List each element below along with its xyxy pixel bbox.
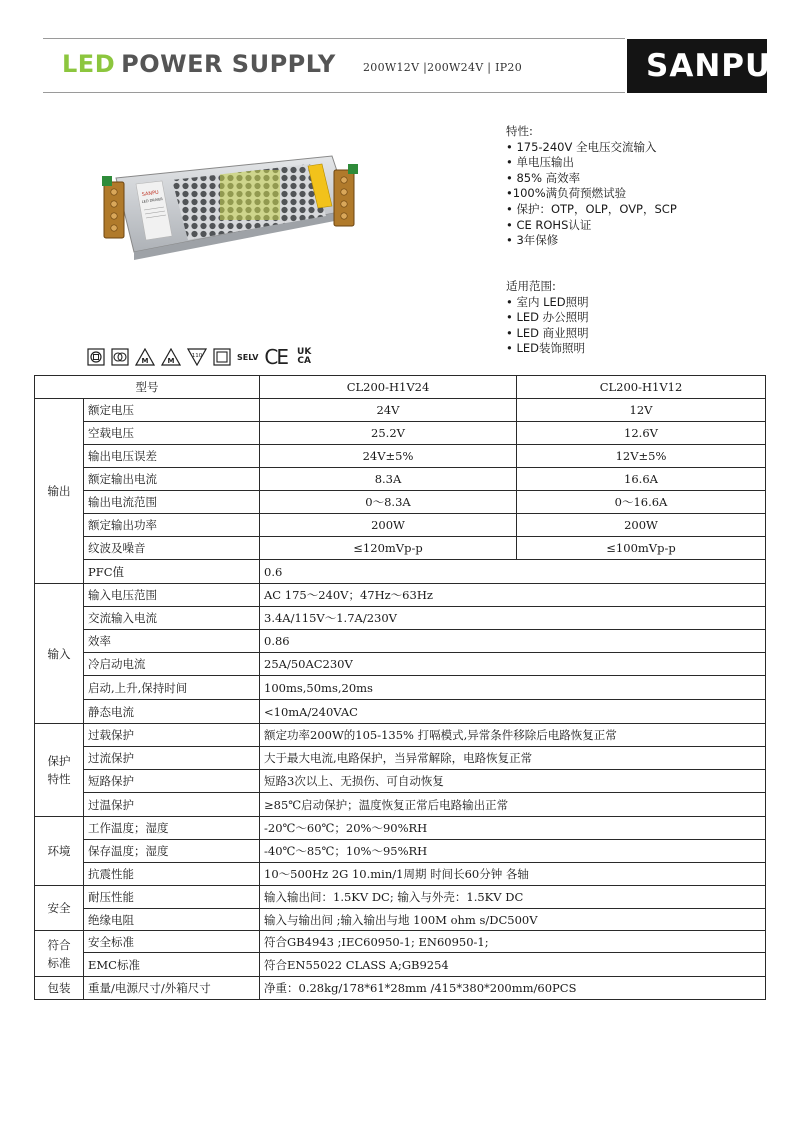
- applications-title: 适用范围:: [506, 279, 556, 293]
- row-label: 额定输出电流: [84, 468, 260, 491]
- cell-b: ≤100mVp-p: [517, 537, 766, 560]
- cell-b: 12V±5%: [517, 445, 766, 468]
- header-bottom-rule: [43, 92, 625, 93]
- row-label: 效率: [84, 630, 260, 653]
- cell-value: <10mA/240VAC: [260, 700, 766, 724]
- row-label: 过流保护: [84, 747, 260, 770]
- cell-value: AC 175～240V；47Hz～63Hz: [260, 584, 766, 607]
- row-label: 输出电流范围: [84, 491, 260, 514]
- table-row: [35, 931, 766, 953]
- table-row: [35, 840, 766, 863]
- ce-mark: CE: [264, 345, 288, 369]
- ukca-mark: [297, 348, 311, 366]
- group-packing: 包装: [35, 977, 84, 1000]
- table-row: [35, 793, 766, 817]
- svg-text:M: M: [141, 357, 149, 365]
- table-row: [35, 653, 766, 676]
- table-row: [35, 491, 766, 514]
- model-b: CL200-H1V12: [517, 376, 766, 399]
- table-row: [35, 909, 766, 931]
- row-label: 安全标准: [84, 931, 260, 953]
- row-label: 重量/电源尺寸/外箱尺寸: [84, 977, 260, 1000]
- application-item: • LED装饰照明: [506, 341, 585, 356]
- product-label-brand: SANPU: [141, 189, 160, 198]
- table-row: [35, 747, 766, 770]
- row-label: 输出电压误差: [84, 445, 260, 468]
- applications-list: [506, 279, 589, 357]
- selv-mark: SELV: [237, 352, 259, 362]
- row-label: 静态电流: [84, 700, 260, 724]
- row-label: 输入电压范围: [84, 584, 260, 607]
- page-title: [62, 50, 336, 78]
- row-label: 过温保护: [84, 793, 260, 817]
- independent-driver-icon: [213, 348, 231, 366]
- row-label: 耐压性能: [84, 886, 260, 909]
- cell-a: 24V±5%: [260, 445, 517, 468]
- table-row: [35, 863, 766, 886]
- cell-a: 200W: [260, 514, 517, 537]
- row-label: 短路保护: [84, 770, 260, 793]
- cell-value: 大于最大电流,电路保护，当异常解除，电路恢复正常: [260, 747, 766, 770]
- cell-b: 0～16.6A: [517, 491, 766, 514]
- table-row: [35, 817, 766, 840]
- feature-item: • 85% 高效率: [506, 170, 581, 185]
- row-label: 额定输出功率: [84, 514, 260, 537]
- row-label: 抗震性能: [84, 863, 260, 886]
- certification-icons: [87, 346, 311, 368]
- table-row: [35, 770, 766, 793]
- table-row: [35, 886, 766, 909]
- cell-value: 额定功率200W的105-135% 打嗝模式,异常条件移除后电路恢复正常: [260, 724, 766, 747]
- table-row: [35, 724, 766, 747]
- row-label: 保存温度；湿度: [84, 840, 260, 863]
- header-top-rule: [43, 38, 625, 39]
- spec-table: [34, 375, 766, 1000]
- feature-item: • 175-240V 全电压交流输入: [506, 139, 657, 154]
- row-label: 交流输入电流: [84, 607, 260, 630]
- title-led: LED: [62, 50, 116, 78]
- table-row: [35, 953, 766, 977]
- application-item: • 室内 LED照明: [506, 294, 589, 309]
- model-a: CL200-H1V24: [260, 376, 517, 399]
- table-row: [35, 514, 766, 537]
- feature-item: • 3年保修: [506, 233, 559, 248]
- table-row: [35, 560, 766, 584]
- ukca-top: UK: [297, 347, 312, 357]
- brand-name: SANPU: [646, 48, 772, 84]
- safety-transformer-icon: [111, 348, 129, 366]
- title-power-supply: POWER SUPPLY: [121, 50, 336, 78]
- ukca-bottom: CA: [297, 356, 311, 366]
- table-header-row: [35, 376, 766, 399]
- table-row: [35, 607, 766, 630]
- table-row: [35, 630, 766, 653]
- application-item: • LED 商业照明: [506, 325, 589, 340]
- feature-item: • 保护：OTP，OLP，OVP，SCP: [506, 201, 677, 216]
- group-input: 输入: [35, 584, 84, 724]
- group-standards: [35, 931, 84, 977]
- cell-value: 输入与输出间 ;输入输出与地 100M ohm s/DC500V: [260, 909, 766, 931]
- cell-a: ≤120mVp-p: [260, 537, 517, 560]
- row-label: 过载保护: [84, 724, 260, 747]
- table-row: [35, 468, 766, 491]
- row-label: EMC标准: [84, 953, 260, 977]
- row-label: PFC值: [84, 560, 260, 584]
- class2-insulation-icon: [87, 348, 105, 366]
- table-row: [35, 537, 766, 560]
- cell-value: 净重：0.28kg/178*61*28mm /415*380*200mm/60PCS: [260, 977, 766, 1000]
- cell-a: 25.2V: [260, 422, 517, 445]
- cell-value: -20℃～60℃；20%～90%RH: [260, 817, 766, 840]
- row-label: 空载电压: [84, 422, 260, 445]
- group-output: 输出: [35, 399, 84, 584]
- cell-value: 符合EN55022 CLASS A;GB9254: [260, 953, 766, 977]
- mm-mark-icon: [161, 348, 181, 366]
- table-row: [35, 700, 766, 724]
- row-label: 启动,上升,保持时间: [84, 676, 260, 700]
- cell-a: 8.3A: [260, 468, 517, 491]
- model-header: 型号: [35, 376, 260, 399]
- table-row: [35, 977, 766, 1000]
- cell-value: 100ms,50ms,20ms: [260, 676, 766, 700]
- group-protection-line1: 保护: [47, 754, 71, 768]
- row-label: 额定电压: [84, 399, 260, 422]
- group-environment: 环境: [35, 817, 84, 886]
- temperature-110-icon: [187, 348, 207, 366]
- group-safety: 安全: [35, 886, 84, 931]
- application-item: • LED 办公照明: [506, 310, 589, 325]
- m-mark-icon: [135, 348, 155, 366]
- cell-b: 12.6V: [517, 422, 766, 445]
- row-label: 工作温度；湿度: [84, 817, 260, 840]
- cell-value: 0.6: [260, 560, 766, 584]
- table-row: [35, 422, 766, 445]
- row-label: 绝缘电阻: [84, 909, 260, 931]
- group-standards-line1: 符合: [47, 937, 71, 952]
- feature-item: •100%满负荷预燃试验: [506, 186, 627, 201]
- cell-value: ≥85℃启动保护；温度恢复正常后电路输出正常: [260, 793, 766, 817]
- group-protection: [35, 724, 84, 817]
- cell-value: 10～500Hz 2G 10.min/1周期 时间长60分钟 各轴: [260, 863, 766, 886]
- group-protection-line2: 特性: [47, 772, 71, 786]
- cell-value: 输入输出间：1.5KV DC; 输入与外壳：1.5KV DC: [260, 886, 766, 909]
- cell-value: 短路3次以上、无损伤、可自动恢复: [260, 770, 766, 793]
- product-image: [100, 150, 365, 260]
- svg-text:110: 110: [191, 353, 203, 359]
- cell-a: 24V: [260, 399, 517, 422]
- features-title: 特性:: [506, 124, 533, 138]
- header-specs: 200W12V |200W24V | IP20: [363, 61, 523, 74]
- product-label-line: LED DRIVER: [141, 197, 164, 204]
- cell-value: -40℃～85℃；10%～95%RH: [260, 840, 766, 863]
- feature-item: • CE ROHS认证: [506, 217, 592, 232]
- svg-text:M: M: [167, 357, 175, 365]
- cell-b: 200W: [517, 514, 766, 537]
- feature-item: • 单电压输出: [506, 155, 574, 170]
- cell-a: 0～8.3A: [260, 491, 517, 514]
- table-row: [35, 399, 766, 422]
- cell-value: 25A/50AC230V: [260, 653, 766, 676]
- table-row: [35, 676, 766, 700]
- cell-b: 12V: [517, 399, 766, 422]
- cell-value: 0.86: [260, 630, 766, 653]
- group-standards-line2: 标准: [47, 955, 71, 970]
- table-row: [35, 584, 766, 607]
- features-list: [506, 124, 677, 249]
- row-label: 纹波及噪音: [84, 537, 260, 560]
- cell-value: 符合GB4943 ;IEC60950-1; EN60950-1;: [260, 931, 766, 953]
- brand-logo: [627, 39, 772, 93]
- row-label: 冷启动电流: [84, 653, 260, 676]
- cell-b: 16.6A: [517, 468, 766, 491]
- cell-value: 3.4A/115V～1.7A/230V: [260, 607, 766, 630]
- table-row: [35, 445, 766, 468]
